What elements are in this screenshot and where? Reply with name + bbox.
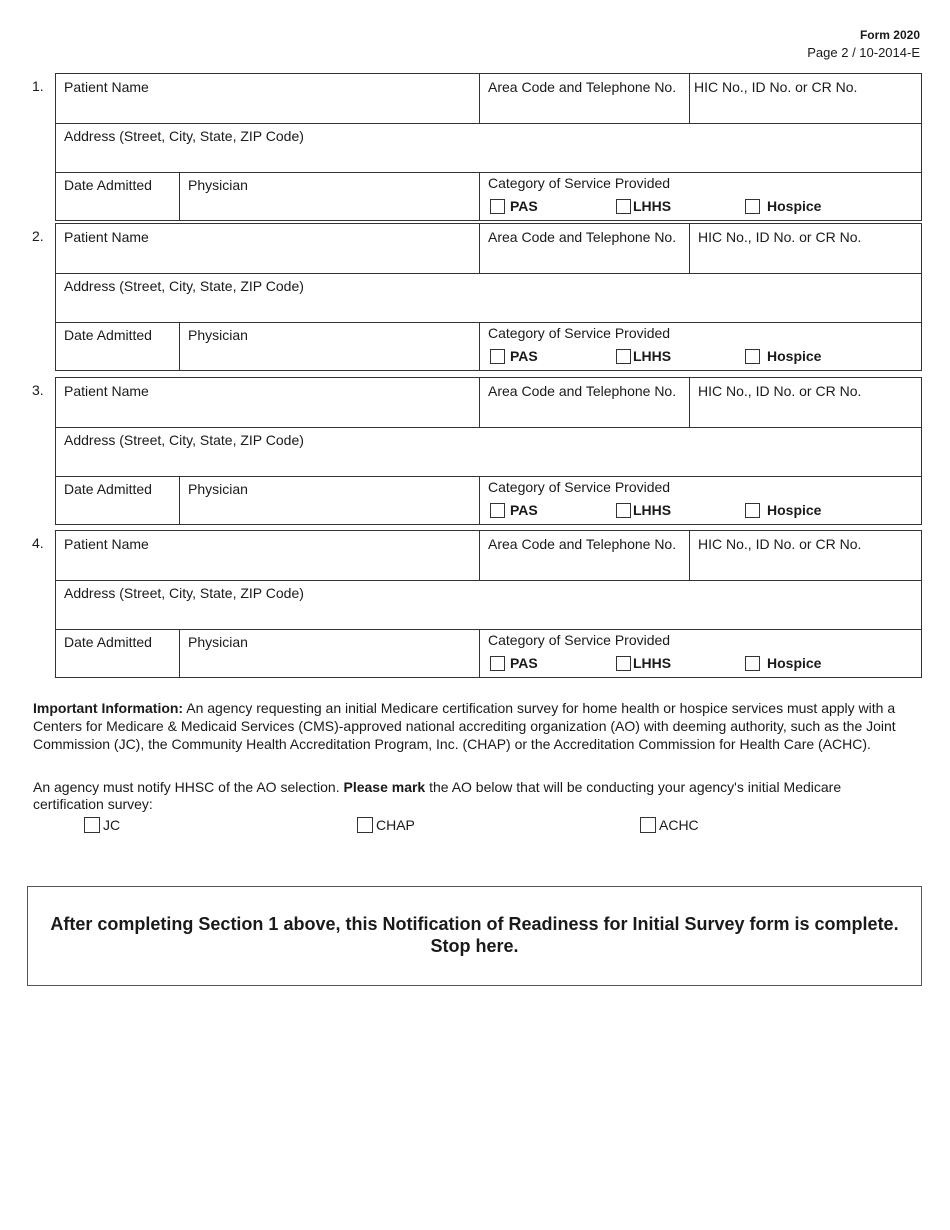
patient-grid (55, 73, 922, 221)
ao-achc-checkbox[interactable] (640, 817, 699, 833)
hic-field[interactable] (689, 224, 921, 273)
lhhs-checkbox[interactable] (616, 198, 671, 214)
phone-field[interactable] (479, 378, 689, 427)
checkbox-box[interactable] (745, 503, 760, 518)
important-text: An agency requesting an initial Medicare certification survey for home health or hospice services must apply with a Centers for Medicare & Medicaid Services (CMS)-approved national accrediting organization (AO) with deeming authority, such as the Joint Commission (JC), the Community Health Accreditation Program, Inc. (CHAP) or the Accreditation Commission for Health Care (ACHC). (33, 700, 896, 752)
hospice-checkbox[interactable] (745, 502, 821, 518)
hic-field[interactable] (689, 74, 921, 123)
patient-grid (55, 377, 922, 525)
stop-line-1: After completing Section 1 above, this Notification of Readiness for Initial Survey form is complete. (50, 914, 899, 934)
lhhs-label: LHHS (633, 348, 672, 364)
notify-bold: Please mark (343, 779, 426, 795)
hospice-checkbox[interactable] (745, 348, 821, 364)
lhhs-label: LHHS (633, 198, 672, 214)
hospice-label: Hospice (767, 198, 822, 214)
hic-label: HIC No., ID No. or CR No. (694, 79, 858, 95)
date-admitted-field[interactable] (56, 322, 179, 370)
ao-jc-label: JC (103, 817, 121, 833)
hic-label: HIC No., ID No. or CR No. (698, 536, 862, 552)
lhhs-checkbox[interactable] (616, 655, 671, 671)
patient-name-field[interactable] (56, 378, 479, 427)
ao-jc-checkbox[interactable] (84, 817, 120, 833)
ao-chap-label: CHAP (376, 817, 415, 833)
physician-field[interactable] (179, 629, 479, 677)
checkbox-box[interactable] (745, 199, 760, 214)
patient-name-field[interactable] (56, 531, 479, 580)
stop-here-box (27, 886, 922, 986)
checkbox-box[interactable] (616, 349, 631, 364)
date-admitted-label: Date Admitted (64, 327, 152, 343)
phone-field[interactable] (479, 224, 689, 273)
patient-name-field[interactable] (56, 74, 479, 123)
entry-number: 2. (32, 228, 44, 244)
notify-before: An agency must notify HHSC of the AO selection. (33, 779, 344, 795)
checkbox-box[interactable] (745, 656, 760, 671)
category-label: Category of Service Provided (488, 175, 671, 191)
pas-checkbox[interactable] (490, 348, 538, 364)
physician-label: Physician (188, 177, 248, 193)
category-field (479, 629, 921, 677)
pas-checkbox[interactable] (490, 198, 538, 214)
entry-number: 4. (32, 535, 44, 551)
patient-grid (55, 223, 922, 371)
entry-number: 1. (32, 78, 44, 94)
physician-label: Physician (188, 481, 248, 497)
checkbox-box[interactable] (84, 817, 100, 833)
patient-grid (55, 530, 922, 678)
physician-field[interactable] (179, 476, 479, 524)
date-admitted-field[interactable] (56, 476, 179, 524)
address-label: Address (Street, City, State, ZIP Code) (64, 128, 304, 144)
category-field (479, 172, 921, 220)
checkbox-box[interactable] (616, 503, 631, 518)
address-field[interactable] (56, 427, 921, 476)
ao-achc-label: ACHC (659, 817, 699, 833)
hospice-label: Hospice (767, 348, 822, 364)
pas-label: PAS (510, 348, 538, 364)
hospice-checkbox[interactable] (745, 655, 821, 671)
phone-label: Area Code and Telephone No. (488, 536, 677, 552)
hic-field[interactable] (689, 531, 921, 580)
category-field (479, 322, 921, 370)
stop-line-2: Stop here. (430, 936, 519, 956)
phone-field[interactable] (479, 74, 689, 123)
checkbox-box[interactable] (640, 817, 656, 833)
lhhs-label: LHHS (633, 655, 672, 671)
address-label: Address (Street, City, State, ZIP Code) (64, 585, 304, 601)
patient-name-label: Patient Name (64, 536, 149, 552)
patient-name-field[interactable] (56, 224, 479, 273)
physician-field[interactable] (179, 322, 479, 370)
form-number: Form 2020 (859, 28, 920, 42)
pas-label: PAS (510, 198, 538, 214)
date-admitted-label: Date Admitted (64, 481, 152, 497)
phone-label: Area Code and Telephone No. (488, 79, 677, 95)
hic-field[interactable] (689, 378, 921, 427)
ao-chap-checkbox[interactable] (357, 817, 415, 833)
patient-name-label: Patient Name (64, 229, 149, 245)
pas-checkbox[interactable] (490, 502, 538, 518)
physician-field[interactable] (179, 172, 479, 220)
checkbox-box[interactable] (357, 817, 373, 833)
date-admitted-field[interactable] (56, 172, 179, 220)
page-info: Page 2 / 10-2014-E (807, 45, 920, 60)
patient-name-label: Patient Name (64, 79, 149, 95)
date-admitted-field[interactable] (56, 629, 179, 677)
checkbox-box[interactable] (490, 503, 505, 518)
checkbox-box[interactable] (616, 199, 631, 214)
important-lead: Important Information: (33, 700, 184, 716)
ao-notify-instructions (33, 779, 913, 813)
address-label: Address (Street, City, State, ZIP Code) (64, 432, 304, 448)
hic-label: HIC No., ID No. or CR No. (698, 383, 862, 399)
category-label: Category of Service Provided (488, 325, 671, 341)
checkbox-box[interactable] (490, 199, 505, 214)
address-field[interactable] (56, 123, 921, 172)
pas-label: PAS (510, 655, 538, 671)
category-field (479, 476, 921, 524)
address-label: Address (Street, City, State, ZIP Code) (64, 278, 304, 294)
hic-label: HIC No., ID No. or CR No. (698, 229, 862, 245)
lhhs-checkbox[interactable] (616, 348, 671, 364)
category-label: Category of Service Provided (488, 479, 671, 495)
physician-label: Physician (188, 634, 248, 650)
lhhs-checkbox[interactable] (616, 502, 671, 518)
patient-name-label: Patient Name (64, 383, 149, 399)
checkbox-box[interactable] (490, 349, 505, 364)
hospice-label: Hospice (767, 655, 822, 671)
form-header (807, 27, 920, 62)
category-label: Category of Service Provided (488, 632, 671, 648)
notify-after: the AO below that will be conducting your agency's initial Medicare certification survey: (33, 779, 842, 812)
date-admitted-label: Date Admitted (64, 634, 152, 650)
lhhs-label: LHHS (633, 502, 672, 518)
checkbox-box[interactable] (616, 656, 631, 671)
checkbox-box[interactable] (745, 349, 760, 364)
entry-number: 3. (32, 382, 44, 398)
hospice-label: Hospice (767, 502, 822, 518)
date-admitted-label: Date Admitted (64, 177, 152, 193)
pas-label: PAS (510, 502, 538, 518)
phone-field[interactable] (479, 531, 689, 580)
pas-checkbox[interactable] (490, 655, 538, 671)
phone-label: Area Code and Telephone No. (488, 229, 677, 245)
physician-label: Physician (188, 327, 248, 343)
address-field[interactable] (56, 580, 921, 629)
phone-label: Area Code and Telephone No. (488, 383, 677, 399)
important-information (33, 699, 913, 753)
checkbox-box[interactable] (490, 656, 505, 671)
address-field[interactable] (56, 273, 921, 322)
hospice-checkbox[interactable] (745, 198, 821, 214)
